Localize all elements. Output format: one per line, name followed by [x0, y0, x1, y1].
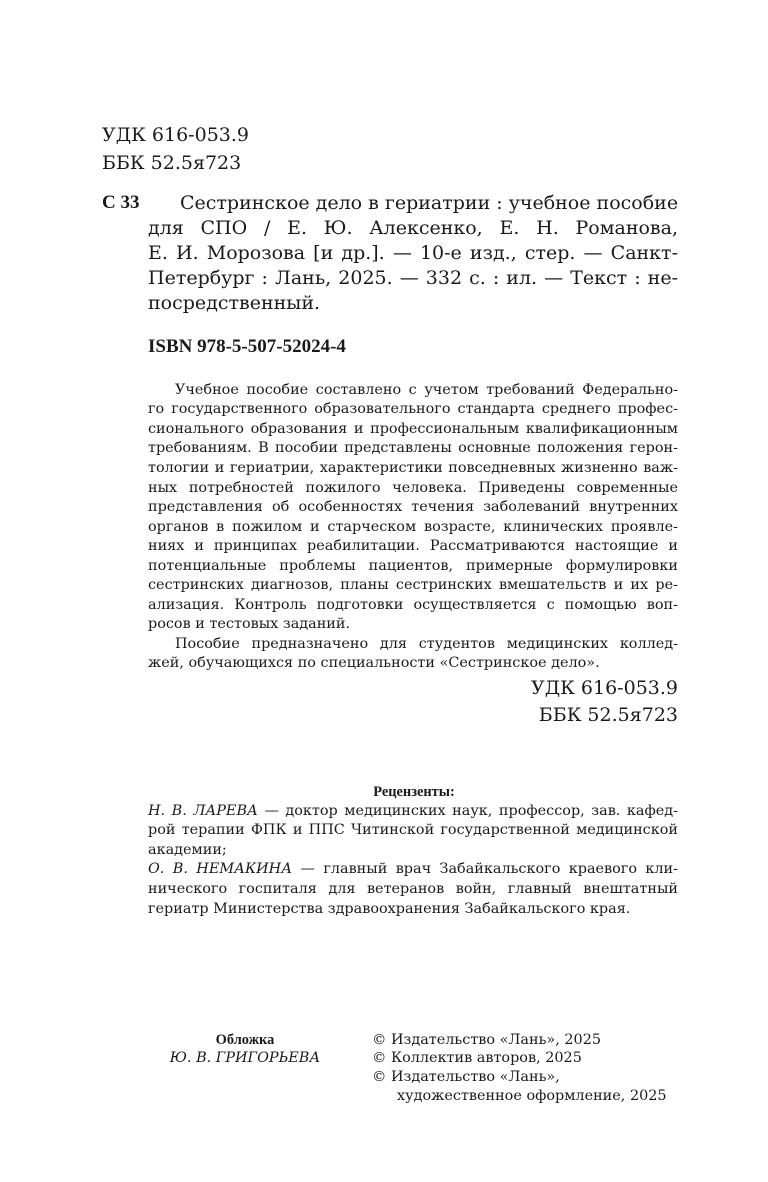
- cover-artist: Ю. В. ГРИГОРЬЕВА: [169, 1050, 321, 1066]
- abstract-line: сестринских диагнозов, планы сестринских вмешательств и их ре-: [148, 577, 678, 593]
- bbk-code: ББК 52.5я723: [102, 152, 242, 174]
- abstract-line: ных потребностей пожилого человека. Приведены современные: [148, 480, 678, 496]
- abstract-line: росов и тестовых заданий.: [148, 616, 351, 632]
- abstract-line: требованиям. В пособии представлены основные положения герон-: [148, 440, 678, 456]
- reviewer-line: гериатр Министерства здравоохранения Забайкальского края.: [148, 901, 631, 917]
- reviewer-line: нического госпиталя для ветеранов войн, главный внештатный: [148, 881, 678, 897]
- reviewer-line: рой терапии ФПК и ППС Читинской государственной медицинской: [148, 822, 678, 838]
- abstract-line: ализация. Контроль подготовки осуществляется с помощью воп-: [148, 597, 678, 613]
- citation-line: посредственный.: [148, 292, 321, 314]
- copyright-line: художественное оформление, 2025: [397, 1088, 667, 1104]
- reviewer-name: Н. В. ЛАРЕВА: [148, 803, 258, 819]
- udk-right: УДК 616-053.9: [531, 677, 678, 699]
- reviewer-line: академии;: [148, 842, 227, 858]
- citation-line: Петербург : Лань, 2025. — 332 с. : ил. — Текст : не-: [148, 267, 678, 289]
- reviewer-text: — доктор медицинских наук, профессор, зав. кафед-: [257, 803, 678, 819]
- reviewer-name: О. В. НЕМАКИНА: [148, 861, 293, 877]
- abstract-line: органов в пожилом и старческом возрасте, клинических проявле-: [148, 519, 678, 535]
- abstract-line: представления об особенностях течения заболеваний внутренних: [148, 499, 678, 515]
- isbn: ISBN 978-5-507-52024-4: [148, 336, 346, 357]
- copyright-line: © Издательство «Лань», 2025: [372, 1032, 602, 1048]
- reviewers-title: Рецензенты:: [373, 784, 455, 800]
- abstract-line: ниях и принципах реабилитации. Рассматриваются настоящие и: [148, 538, 678, 554]
- abstract-line: потенциальные проблемы пациентов, примерные формулировки: [148, 558, 678, 574]
- abstract-line: Пособие предназначено для студентов медицинских коллед-: [175, 636, 678, 652]
- bbk-right: ББК 52.5я723: [538, 704, 678, 726]
- abstract-line: го государственного образовательного стандарта среднего профес-: [148, 401, 678, 417]
- reviewer-line: [148, 861, 678, 877]
- citation-line: для СПО / Е. Ю. Алексенко, Е. Н. Романова,: [148, 217, 678, 239]
- abstract-line: жей, обучающихся по специальности «Сестринское дело».: [148, 655, 600, 671]
- copyright-line: © Издательство «Лань»,: [372, 1069, 560, 1085]
- reviewer-line: [148, 803, 678, 819]
- citation-line: Е. И. Морозова [и др.]. — 10-е изд., стер. — Санкт-: [148, 242, 678, 264]
- author-mark: С 33: [102, 192, 140, 213]
- cover-label: Обложка: [215, 1032, 275, 1048]
- citation-line: Сестринское дело в гериатрии : учебное пособие: [180, 192, 679, 214]
- reviewer-text: — главный врач Забайкальского краевого кли-: [292, 861, 678, 877]
- udk-code: УДК 616-053.9: [102, 124, 249, 146]
- abstract-line: тологии и гериатрии, характеристики повседневных жизненно важ-: [148, 460, 678, 476]
- copyright-line: © Коллектив авторов, 2025: [372, 1050, 582, 1066]
- abstract-line: сионального образования и профессиональным квалификационным: [148, 421, 678, 437]
- abstract-line: Учебное пособие составлено с учетом требований Федерально-: [175, 382, 678, 398]
